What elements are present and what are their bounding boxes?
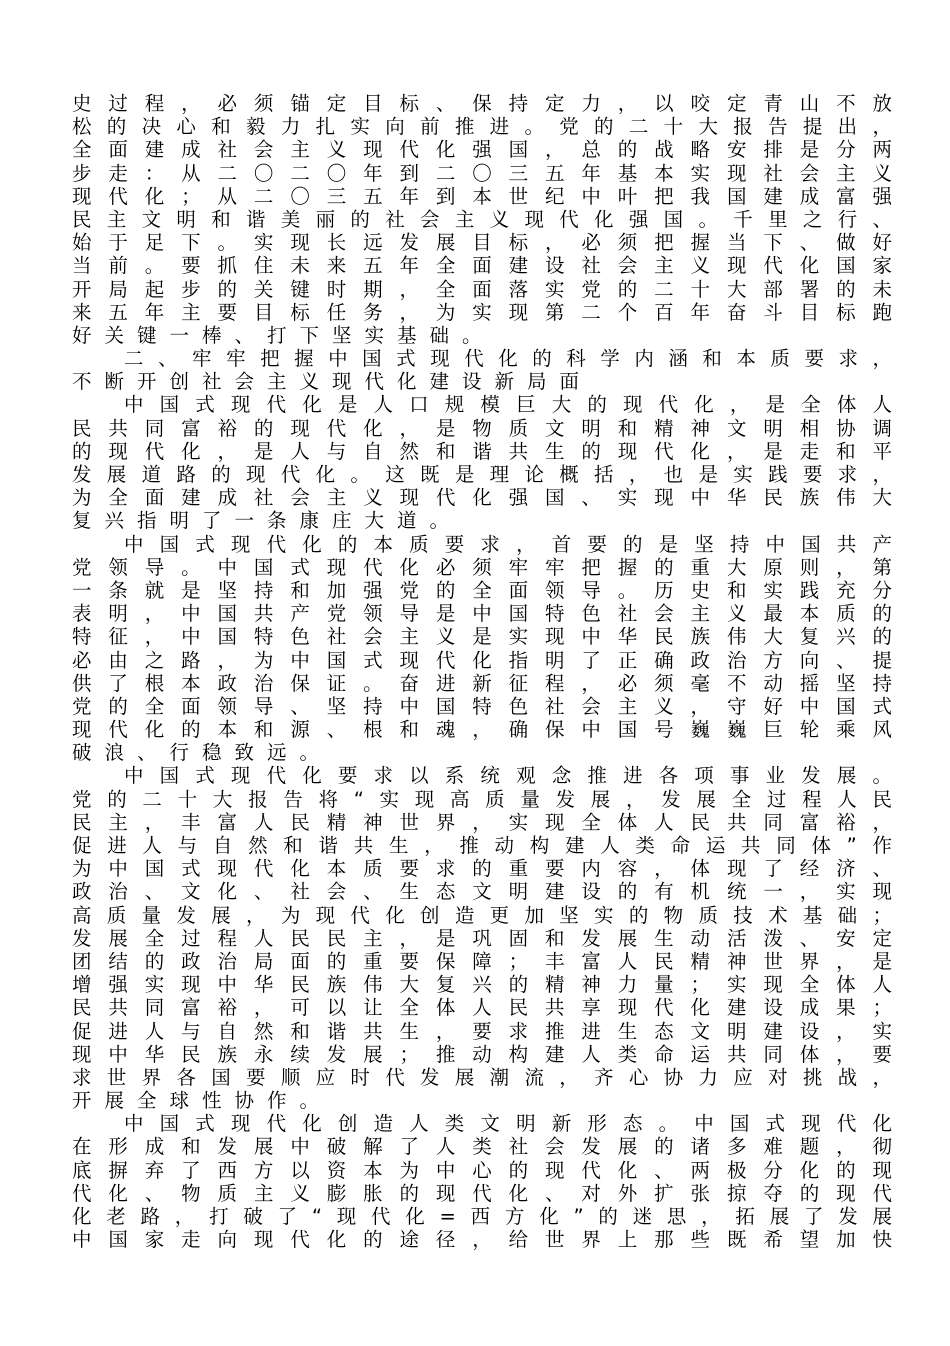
text-line: 现代化的本和源、根和魂，确保中国号巍巍巨轮乘风: [72, 718, 892, 742]
text-line: 党的全面领导、坚持中国特色社会主义，守好中国式: [72, 694, 892, 718]
body-text: [72, 92, 892, 1251]
text-line: 代化、物质主义膨胀的现代化、对外扩张掠夺的现代: [72, 1181, 892, 1205]
text-line: 促进人与自然和谐共生，要求推进生态文明建设，实: [72, 1019, 892, 1043]
text-line: 增强实现中华民族伟大复兴的精神力量；实现全体人: [72, 973, 892, 997]
text-line: 开局起步的关键时期，全面落实党的二十大部署的未: [72, 277, 892, 301]
text-line: 民共同富裕的现代化，是物质文明和精神文明相协调: [72, 416, 892, 440]
text-line: 中国家走向现代化的途径，给世界上那些既希望加快: [72, 1228, 892, 1252]
text-line: 为全面建成社会主义现代化强国、实现中华民族伟大: [72, 486, 892, 510]
text-line: 全面建成社会主义现代化强国，总的战略安排是分两: [72, 138, 892, 162]
text-line: 来五年主要目标任务，为实现第二个百年奋斗目标跑: [72, 300, 892, 324]
text-line: 的现代化，是人与自然和谐共生的现代化，是走和平: [72, 439, 892, 463]
text-line: 党的二十大报告将“实现高质量发展，发展全过程人民: [72, 787, 892, 811]
text-line: 为中国式现代化本质要求的重要内容，体现了经济、: [72, 857, 892, 881]
paragraph-first-line: 中国式现代化是人口规模巨大的现代化，是全体人: [124, 393, 892, 417]
text-line: 发展全过程人民民主，是巩固和发展生动活泼、安定: [72, 926, 892, 950]
text-line: 好关键一棒、打下坚实基础。: [72, 323, 495, 347]
text-line: 破浪、行稳致远。: [72, 741, 333, 765]
text-line: 复兴指明了一条康庄大道。: [72, 509, 463, 533]
text-line: 一条就是坚持和加强党的全面领导。历史和实践充分: [72, 578, 892, 602]
text-line: 求世界各国要顺应时代发展潮流，齐心协力应对挑战，: [72, 1065, 892, 1089]
text-line: 民主文明和谐美丽的社会主义现代化强国。千里之行、: [72, 207, 892, 231]
text-line: 表明，中国共产党领导是中国特色社会主义最本质的: [72, 602, 892, 626]
text-line: 高质量发展，为现代化创造更加坚实的物质技术基础；: [72, 903, 892, 927]
text-line: 促进人与自然和谐共生，推动构建人类命运共同体”作: [72, 834, 892, 857]
text-line: 当前。要抓住未来五年全面建设社会主义现代化国家: [72, 254, 892, 278]
text-line: 松的决心和毅力扎实向前推进。党的二十大报告提出，: [72, 115, 892, 139]
text-line: 始于足下。实现长远发展目标，必须把握当下、做好: [72, 231, 892, 255]
text-line: 史过程，必须锚定目标、保持定力，以咬定青山不放: [72, 92, 892, 115]
text-line: 政治、文化、社会、生态文明建设的有机统一，实现: [72, 880, 892, 904]
text-line: 党领导。中国式现代化必须牢牢把握的重大原则，第: [72, 555, 892, 579]
text-line: 开展全球性协作。: [72, 1089, 333, 1113]
paragraph-first-line: 中国式现代化的本质要求，首要的是坚持中国共产: [124, 532, 892, 556]
text-line: 底摒弃了西方以资本为中心的现代化、两极分化的现: [72, 1158, 892, 1182]
text-line: 团结的政治局面的重要保障；丰富人民精神世界，是: [72, 949, 892, 973]
text-line: 化老路，打破了“现代化=西方化”的迷思，拓展了发展: [72, 1205, 892, 1228]
paragraph-first-line: 中国式现代化创造人类文明新形态。中国式现代化: [124, 1112, 892, 1136]
text-line: 民共同富裕，可以让全体人民共享现代化建设成果；: [72, 996, 892, 1020]
text-line: 现代化；从二〇三五年到本世纪中叶把我国建成富强: [72, 184, 892, 208]
text-line: 民主，丰富人民精神世界，实现全体人民共同富裕，: [72, 810, 892, 834]
text-line: 步走：从二〇二〇年到二〇三五年基本实现社会主义: [72, 161, 892, 185]
text-line: 不断开创社会主义现代化建设新局面: [72, 370, 593, 394]
paragraph-first-line: 中国式现代化要求以系统观念推进各项事业发展。: [124, 764, 892, 788]
text-line: 发展道路的现代化。这既是理论概括，也是实践要求，: [72, 463, 892, 486]
text-line: 必由之路，为中国式现代化指明了正确政治方向、提: [72, 648, 892, 672]
text-line: 特征，中国特色社会主义是实现中华民族伟大复兴的: [72, 625, 892, 649]
text-line: 在形成和发展中破解了人类社会发展的诸多难题，彻: [72, 1135, 892, 1159]
text-line: 现中华民族永续发展；推动构建人类命运共同体，要: [72, 1042, 892, 1066]
text-line: 供了根本政治保证。奋进新征程，必须毫不动摇坚持: [72, 671, 892, 695]
paragraph-first-line: 二、牢牢把握中国式现代化的科学内涵和本质要求，: [124, 347, 892, 371]
